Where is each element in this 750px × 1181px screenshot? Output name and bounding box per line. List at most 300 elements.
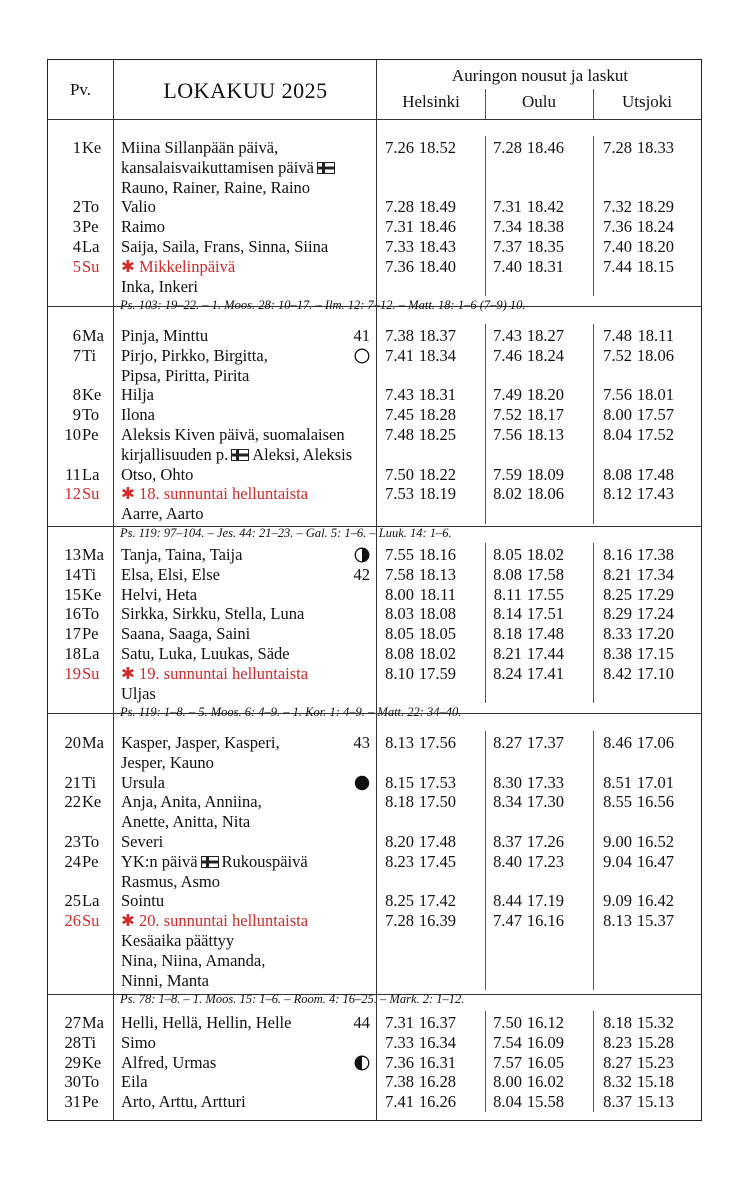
sunset-time: 17.52 (636, 425, 674, 444)
sunrise-time: 8.37 (603, 1092, 632, 1112)
sunset-time: 15.13 (636, 1092, 674, 1112)
sun-times (380, 664, 456, 684)
day-number: 12 (64, 484, 81, 504)
sun-times (488, 604, 564, 624)
moon-phase (348, 346, 376, 366)
sunrise-time: 7.48 (385, 425, 414, 444)
name-day-line (121, 792, 262, 812)
sunrise-time: 8.55 (603, 792, 632, 812)
sunset-time: 17.19 (526, 891, 564, 911)
sunrise-time: 7.31 (385, 217, 414, 237)
day-number: 4 (72, 237, 81, 256)
week-number: 41 (353, 326, 370, 345)
sun-times (488, 664, 564, 684)
sunset-time: 15.18 (636, 1072, 674, 1092)
sun-times (488, 624, 564, 644)
sunrise-time: 8.38 (603, 644, 632, 663)
sun-times (380, 405, 456, 425)
sun-times (598, 385, 674, 405)
sun-times (598, 257, 674, 277)
sunrise-time: 8.08 (385, 644, 414, 663)
name-day-line (121, 951, 265, 971)
sun-times (598, 425, 674, 445)
name-day-line (121, 872, 220, 892)
header-city-divider-2 (593, 89, 594, 119)
name-day-line (121, 385, 154, 405)
sunrise-time: 7.43 (493, 326, 522, 345)
sunset-time: 17.48 (418, 832, 456, 851)
sunset-time: 15.58 (526, 1092, 564, 1112)
name-day-line (121, 664, 308, 684)
day-number: 22 (64, 792, 81, 812)
sun-times (380, 545, 456, 565)
sunrise-time: 7.31 (385, 1013, 414, 1032)
sunset-time: 18.40 (418, 256, 456, 276)
name-day-line (121, 405, 155, 425)
day-number: 23 (64, 832, 81, 851)
sunset-time: 18.09 (526, 464, 564, 484)
sun-times (598, 832, 674, 852)
name-text: Hilja (121, 385, 154, 405)
day-number: 6 (72, 326, 81, 345)
sunset-time: 18.05 (418, 624, 456, 644)
name-text: Satu, Luka, Luukas, Säde (121, 644, 290, 663)
weekday-abbr: To (82, 405, 100, 425)
weekday-abbr: Su (82, 663, 100, 683)
name-day-line (121, 624, 250, 644)
sunrise-time: 7.32 (603, 197, 632, 217)
sunrise-time: 8.27 (493, 733, 522, 752)
sunrise-time: 8.05 (493, 545, 522, 564)
sun-times (380, 257, 456, 277)
sun-times (380, 197, 456, 217)
sun-times (598, 1013, 674, 1033)
sunrise-time: 7.52 (603, 345, 632, 365)
sunset-time: 16.56 (636, 792, 674, 812)
sun-times (488, 644, 564, 664)
sunrise-time: 8.21 (603, 564, 632, 584)
new-moon-icon (354, 775, 370, 791)
sunset-time: 17.57 (636, 405, 674, 425)
sunset-time: 17.20 (636, 624, 674, 644)
sunset-time: 18.06 (636, 345, 674, 365)
sunday-asterisk-icon: ✱ (121, 256, 139, 276)
sun-times (380, 1092, 456, 1112)
weekday-abbr: Su (82, 911, 100, 931)
sunrise-time: 8.13 (603, 911, 632, 931)
sun-times (598, 773, 674, 793)
gospel-readings: Ps. 78: 1–8. – 1. Moos. 15: 1–6. – Room. 4: 16–25. – Mark. 2: 1–12. (120, 992, 465, 1007)
sunset-time: 18.24 (636, 217, 674, 237)
sun-times (380, 852, 456, 872)
name-day-line (121, 911, 308, 931)
name-text: Kasper, Jasper, Kasperi, (121, 733, 280, 752)
sunset-time: 18.28 (418, 405, 456, 425)
sunset-time: 18.02 (526, 545, 564, 564)
sun-times (488, 484, 564, 504)
sun-times (488, 852, 564, 872)
name-text: Saana, Saaga, Saini (121, 624, 251, 644)
sunrise-time: 8.25 (385, 891, 414, 911)
sunday-asterisk-icon: ✱ (121, 911, 139, 931)
sunrise-time: 7.44 (603, 256, 632, 276)
name-text: kirjallisuuden p. (121, 444, 229, 464)
name-text: Raimo (121, 217, 165, 237)
sunset-time: 17.58 (526, 564, 564, 584)
sun-times (598, 217, 674, 237)
day-number: 20 (64, 733, 81, 752)
name-text: Miina Sillanpään päivä, (121, 138, 279, 157)
name-text: Sirkka, Sirkku, Stella, Luna (121, 604, 305, 624)
sunday-asterisk-icon: ✱ (121, 484, 139, 504)
sun-times (380, 1053, 456, 1073)
sun-times (598, 484, 674, 504)
sunrise-time: 7.28 (493, 138, 522, 157)
day-number: 14 (64, 564, 81, 584)
sunset-time: 18.27 (526, 326, 564, 345)
sunset-time: 17.33 (526, 772, 564, 792)
sun-times (380, 565, 456, 585)
sunrise-time: 9.04 (603, 851, 632, 871)
sunrise-time: 7.34 (493, 217, 522, 237)
sunrise-time: 8.37 (493, 832, 522, 851)
sunrise-time: 8.03 (385, 604, 414, 624)
sunrise-time: 7.46 (493, 345, 522, 365)
weekday-abbr: To (82, 197, 100, 217)
sun-times (598, 911, 674, 931)
sun-times (380, 217, 456, 237)
name-text: Helvi, Heta (121, 584, 198, 604)
sunrise-time: 7.49 (493, 385, 522, 405)
weekday-abbr: La (82, 891, 100, 911)
sunrise-time: 8.13 (385, 733, 414, 752)
name-day-line (121, 445, 352, 465)
sunset-time: 17.10 (636, 663, 674, 683)
sun-times (598, 1033, 674, 1053)
time-column-divider (593, 136, 594, 296)
sun-times (488, 326, 564, 346)
weekday-abbr: Ke (82, 792, 102, 812)
sunset-time: 18.19 (418, 484, 456, 504)
sunrise-time: 7.56 (493, 425, 522, 444)
name-day-line (121, 465, 193, 485)
sunset-time: 18.13 (526, 425, 564, 444)
full-moon-icon (354, 348, 370, 364)
name-text: Uljas (121, 683, 156, 703)
sunrise-time: 7.40 (603, 237, 632, 256)
sunset-time: 17.30 (526, 792, 564, 812)
time-column-divider (485, 136, 486, 296)
sunrise-time: 8.20 (385, 832, 414, 851)
weekday-abbr: Ke (82, 385, 102, 405)
sunrise-time: 8.21 (493, 644, 522, 663)
sun-times (488, 257, 564, 277)
name-text: kansalaisvaikuttamisen päivä (121, 157, 314, 177)
gospel-readings: Ps. 103: 19–22. – 1. Moos. 28: 10–17. – Ilm. 12: 7–12. – Matt. 18: 1–6 (7–9) 10. (120, 298, 526, 313)
weekday-abbr: Ti (82, 772, 97, 792)
sunrise-time: 7.36 (385, 256, 414, 276)
sunset-time: 18.38 (526, 217, 564, 237)
sunrise-time: 8.42 (603, 663, 632, 683)
time-column-divider (593, 1011, 594, 1112)
sunrise-time: 7.56 (603, 385, 632, 405)
sunset-time: 17.50 (418, 792, 456, 812)
sun-times (380, 624, 456, 644)
last-quarter-moon-icon (354, 547, 370, 563)
sunset-time: 18.08 (418, 604, 456, 624)
name-day-line (121, 1072, 148, 1092)
sunrise-time: 7.28 (385, 911, 414, 931)
sunrise-time: 7.26 (385, 138, 414, 157)
name-day-line (121, 178, 310, 198)
sun-times (488, 346, 564, 366)
name-day-line (121, 604, 304, 624)
name-text: Otso, Ohto (121, 464, 194, 484)
sunrise-time: 8.24 (493, 663, 522, 683)
sun-times (488, 237, 564, 257)
day-number: 13 (64, 545, 81, 564)
sun-times (380, 1033, 456, 1053)
sun-times (380, 604, 456, 624)
sun-times (380, 792, 456, 812)
name-day-line (121, 197, 156, 217)
sunset-time: 18.31 (526, 256, 564, 276)
name-text: Tanja, Taina, Taija (121, 545, 243, 564)
sunrise-time: 8.18 (385, 792, 414, 812)
sun-times (598, 326, 674, 346)
moon-phase (348, 545, 376, 565)
header-city-divider-1 (485, 89, 486, 119)
name-day-line (121, 158, 338, 178)
week-number: 42 (353, 564, 370, 584)
sunset-time: 18.20 (636, 237, 674, 256)
sun-times (488, 1033, 564, 1053)
sunset-time: 18.46 (418, 217, 456, 237)
sunrise-time: 7.38 (385, 1072, 414, 1092)
sunset-time: 18.15 (636, 256, 674, 276)
sunrise-time: 8.08 (603, 464, 632, 484)
weekday-abbr: La (82, 237, 100, 256)
day-number: 5 (72, 256, 81, 276)
sun-times (380, 425, 456, 445)
sunrise-time: 8.18 (603, 1013, 632, 1032)
name-day-line (121, 237, 328, 257)
sunrise-time: 7.52 (493, 405, 522, 425)
day-number: 10 (64, 425, 81, 444)
name-day-line (121, 484, 308, 504)
sunrise-time: 8.32 (603, 1072, 632, 1092)
sunset-time: 16.05 (526, 1052, 564, 1072)
sunset-time: 16.12 (526, 1013, 564, 1032)
gospel-readings: Ps. 119: 1–8. – 5. Moos. 6: 4–9. – 1. Kor. 1: 4–9. – Matt. 22: 34–40. (120, 705, 462, 720)
sunrise-time: 8.46 (603, 733, 632, 752)
weekday-abbr: La (82, 464, 100, 484)
sun-times (598, 346, 674, 366)
week-number: 44 (353, 1013, 370, 1032)
name-text: Simo (121, 1032, 156, 1052)
name-day-line (121, 1092, 246, 1112)
sunset-time: 16.34 (418, 1032, 456, 1052)
name-text: Anette, Anitta, Nita (121, 812, 251, 832)
calendar-table (47, 59, 702, 1121)
sunset-time: 17.01 (636, 772, 674, 792)
sunset-time: 17.48 (636, 464, 674, 484)
sunset-time: 16.37 (418, 1013, 456, 1032)
sunrise-time: 7.33 (385, 1032, 414, 1052)
weekday-abbr: Ma (82, 545, 104, 564)
sunset-time: 16.28 (418, 1072, 456, 1092)
city-helsinki: Helsinki (402, 92, 460, 111)
name-text: Jesper, Kauno (121, 752, 214, 772)
sun-times (598, 891, 674, 911)
sun-times (380, 346, 456, 366)
day-number: 25 (64, 891, 81, 911)
sun-times (488, 1072, 564, 1092)
name-text: Inka, Inkeri (121, 276, 198, 296)
sun-times (598, 733, 674, 753)
sunrise-time: 8.30 (493, 772, 522, 792)
city-utsjoki: Utsjoki (621, 92, 673, 111)
sunrise-time: 8.44 (493, 891, 522, 911)
weekday-abbr: Su (82, 256, 100, 276)
sun-times (380, 773, 456, 793)
sunset-time: 16.47 (636, 851, 674, 871)
sunset-time: 17.44 (526, 644, 564, 663)
sunset-time: 18.29 (636, 197, 674, 217)
sunset-time: 18.11 (419, 584, 456, 604)
day-number: 8 (72, 385, 81, 405)
weekday-abbr: To (82, 832, 100, 851)
sunrise-time: 7.38 (385, 326, 414, 345)
sunrise-time: 7.45 (385, 405, 414, 425)
sunset-time: 18.22 (418, 464, 456, 484)
sunrise-time: 8.08 (493, 564, 522, 584)
sunrise-time: 8.11 (493, 584, 522, 604)
time-column-divider (593, 543, 594, 703)
sunset-time: 17.37 (526, 733, 564, 752)
sunset-time: 17.06 (636, 733, 674, 752)
sunrise-time: 7.41 (385, 1092, 414, 1112)
sunset-time: 17.26 (526, 832, 564, 851)
sunrise-time: 8.04 (603, 425, 632, 444)
sunday-title: Mikkelinpäivä (138, 256, 236, 276)
sunset-time: 15.28 (636, 1032, 674, 1052)
name-text: Aleksis Kiven päivä, suomalaisen (121, 425, 345, 444)
sunrise-time: 8.27 (603, 1052, 632, 1072)
sunset-time: 17.45 (418, 851, 456, 871)
weekday-abbr: To (82, 1072, 100, 1092)
sun-times (380, 733, 456, 753)
sun-times (488, 565, 564, 585)
sun-times (598, 852, 674, 872)
divider-names-times (376, 60, 377, 1120)
finnish-flag-icon (317, 162, 335, 174)
name-text: Helli, Hellä, Hellin, Helle (121, 1013, 292, 1032)
weekday-abbr: La (82, 644, 100, 663)
sunrise-time: 8.25 (603, 584, 632, 604)
name-text: Pipsa, Piritta, Pirita (121, 365, 250, 385)
name-day-line (121, 644, 290, 664)
sunrise-time: 8.10 (385, 663, 414, 683)
sunset-time: 17.29 (636, 584, 674, 604)
name-text: Saija, Saila, Frans, Sinna, Siina (121, 237, 329, 256)
name-day-line (121, 277, 198, 297)
sunrise-time: 8.18 (493, 624, 522, 644)
sunset-time: 18.33 (636, 138, 674, 157)
sun-times (488, 733, 564, 753)
sun-times (488, 1092, 564, 1112)
weekday-abbr: Ma (82, 326, 104, 345)
name-day-line (121, 545, 242, 565)
sunrise-time: 7.28 (385, 197, 414, 217)
sun-times (488, 911, 564, 931)
name-text: Elsa, Elsi, Else (121, 564, 220, 584)
sun-times (380, 138, 456, 158)
time-column-divider (485, 543, 486, 703)
weekday-abbr: Pe (82, 217, 99, 237)
weekday-abbr: Ma (82, 733, 104, 752)
sunset-time: 18.02 (418, 644, 456, 663)
weekday-abbr: Ke (82, 1052, 102, 1072)
sun-times (598, 792, 674, 812)
day-number: 15 (64, 584, 81, 604)
sunrise-time: 8.33 (603, 624, 632, 644)
name-text: Aarre, Aarto (121, 504, 204, 524)
name-day-line (121, 1033, 156, 1053)
sunset-time: 16.26 (418, 1092, 456, 1112)
sunrise-time: 8.15 (385, 772, 414, 792)
name-day-line (121, 217, 165, 237)
sunset-time: 18.46 (526, 138, 564, 157)
moon-phase (348, 773, 376, 793)
sunrise-time: 7.36 (385, 1052, 414, 1072)
sunrise-time: 7.47 (493, 911, 522, 931)
sun-times (598, 465, 674, 485)
sunrise-time: 7.43 (385, 385, 414, 405)
sunrise-time: 8.12 (603, 484, 632, 504)
sun-times (488, 138, 564, 158)
sun-times (598, 405, 674, 425)
finnish-flag-icon (201, 856, 219, 868)
weekday-abbr: Pe (82, 851, 99, 871)
sunrise-time: 8.23 (385, 851, 414, 871)
sun-times (380, 585, 456, 605)
sunset-time: 17.34 (636, 564, 674, 584)
weekday-abbr: Su (82, 484, 100, 504)
sunset-time: 17.51 (526, 604, 564, 624)
day-number: 30 (64, 1072, 81, 1092)
day-number: 18 (64, 644, 81, 663)
name-text: Rauno, Rainer, Raine, Raino (121, 177, 311, 197)
name-day-line (121, 585, 197, 605)
day-number: 1 (72, 138, 81, 157)
sunset-time: 17.48 (526, 624, 564, 644)
sunrise-time: 8.34 (493, 792, 522, 812)
time-column-divider (485, 324, 486, 524)
sunset-time: 17.43 (636, 484, 674, 504)
name-text: Kesäaika päättyy (121, 931, 235, 950)
sun-times (380, 465, 456, 485)
day-number: 3 (72, 217, 81, 237)
name-day-line (121, 257, 235, 277)
sunrise-time: 8.16 (603, 545, 632, 564)
sunrise-time: 8.00 (385, 584, 414, 604)
weekday-abbr: Ke (82, 584, 102, 604)
sunrise-time: 7.57 (493, 1052, 522, 1072)
sunset-time: 18.49 (418, 197, 456, 217)
sunrise-time: 8.51 (603, 772, 632, 792)
day-number: 11 (65, 464, 81, 484)
